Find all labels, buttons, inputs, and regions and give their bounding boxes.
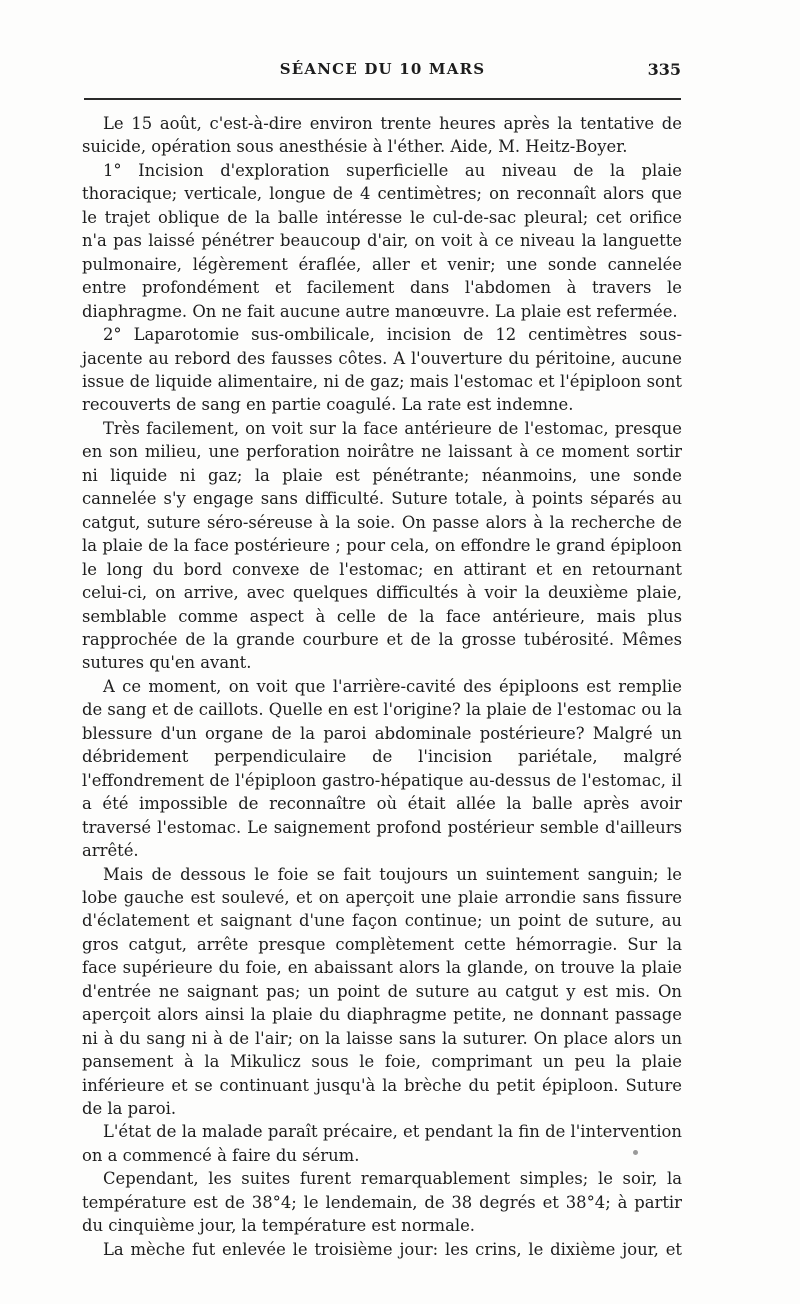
- page-header: [84, 60, 681, 90]
- page-number: 335: [647, 60, 681, 79]
- paragraph: Cependant, les suites furent remarquablement simples; le soir, la température est de 38°4; le lendemain, de 38 degrés et 38°4; à partir du cinquième jour, la température est normale.: [82, 1169, 682, 1236]
- paragraph: L'état de la malade paraît précaire, et pendant la fin de l'intervention on a commencé à faire du sérum.: [82, 1122, 682, 1165]
- running-title: SÉANCE DU 10 MARS: [279, 60, 486, 78]
- paragraph: 1° Incision d'exploration superficielle au niveau de la plaie thoracique; verticale, longue de 4 centimètres; on reconnaît alors que le trajet oblique de la balle intéresse le cul-de-sac pleural; cet orifice n'a pas laissé pénétrer beaucoup d'air, on voit à ce niveau la languette pulmonaire, légèrement éraflée, aller et venir; une sonde cannelée entre profondément et facilement dans l'abdomen à travers le diaphragme. On ne fait aucune autre manœuvre. La plaie est refermée.: [82, 160, 682, 321]
- body-text: [82, 112, 682, 1261]
- paragraph: Le 15 août, c'est-à-dire environ trente heures après la tentative de suicide, opération sous anesthésie à l'éther. Aide, M. Heitz-Boyer.: [82, 114, 682, 157]
- paragraph: 2° Laparotomie sus-ombilicale, incision de 12 centimètres sous-jacente au rebord des fausses côtes. A l'ouverture du péritoine, aucune issue de liquide alimentaire, ni de gaz; mais l'estomac et l'épiploon sont recouverts de sang en partie coagulé. La rate est indemne.: [82, 325, 682, 415]
- paragraph: Mais de dessous le foie se fait toujours un suintement sanguin; le lobe gauche est soulevé, et on aperçoit une plaie arrondie sans fissure d'éclatement et saignant d'une façon continue; un point de suture, au gros catgut, arrête presque complètement cette hémorragie. Sur la face supérieure du foie, en abaissant alors la glande, on trouve la plaie d'entrée ne saignant pas; un point de suture au catgut y est mis. On aperçoit alors ainsi la plaie du diaphragme petite, ne donnant passage ni à du sang ni à de l'air; on la laisse sans la suturer. On place alors un pansement à la Mikulicz sous le foie, comprimant un peu la plaie inférieure et se continuant jusqu'à la brèche du petit épiploon. Suture de la paroi.: [82, 864, 682, 1119]
- ink-speck: [633, 1150, 638, 1155]
- paragraph: A ce moment, on voit que l'arrière-cavité des épiploons est remplie de sang et de caillots. Quelle en est l'origine? la plaie de l'estomac ou la blessure d'un organe de la paroi abdominale postérieure? Malgré un débridement perpendiculaire de l'incision pariétale, malgré l'effondrement de l'épiploon gastro-hépatique au-dessus de l'estomac, il a été impossible de reconnaître où était allée la balle après avoir traversé l'estomac. Le saignement profond postérieur semble d'ailleurs arrêté.: [82, 676, 682, 861]
- paragraph-last: La mèche fut enlevée le troisième jour: les crins, le dixième jour, et: [103, 1239, 682, 1259]
- paragraph: Très facilement, on voit sur la face antérieure de l'estomac, presque en son milieu, une perforation noirâtre ne laissant à ce moment sortir ni liquide ni gaz; la plaie est pénétrante; néanmoins, une sonde cannelée s'y engage sans difficulté. Suture totale, à points séparés au catgut, suture séro-séreuse à la soie. On passe alors à la recherche de la plaie de la face postérieure ; pour cela, on effondre le grand épiploon le long du bord convexe de l'estomac; en attirant et en retournant celui-ci, on arrive, avec quelques difficultés à voir la deuxième plaie, semblable comme aspect à celle de la face antérieure, mais plus rapprochée de la grande courbure et de la grosse tubérosité. Mêmes sutures qu'en avant.: [82, 418, 682, 673]
- header-rule: [84, 98, 681, 100]
